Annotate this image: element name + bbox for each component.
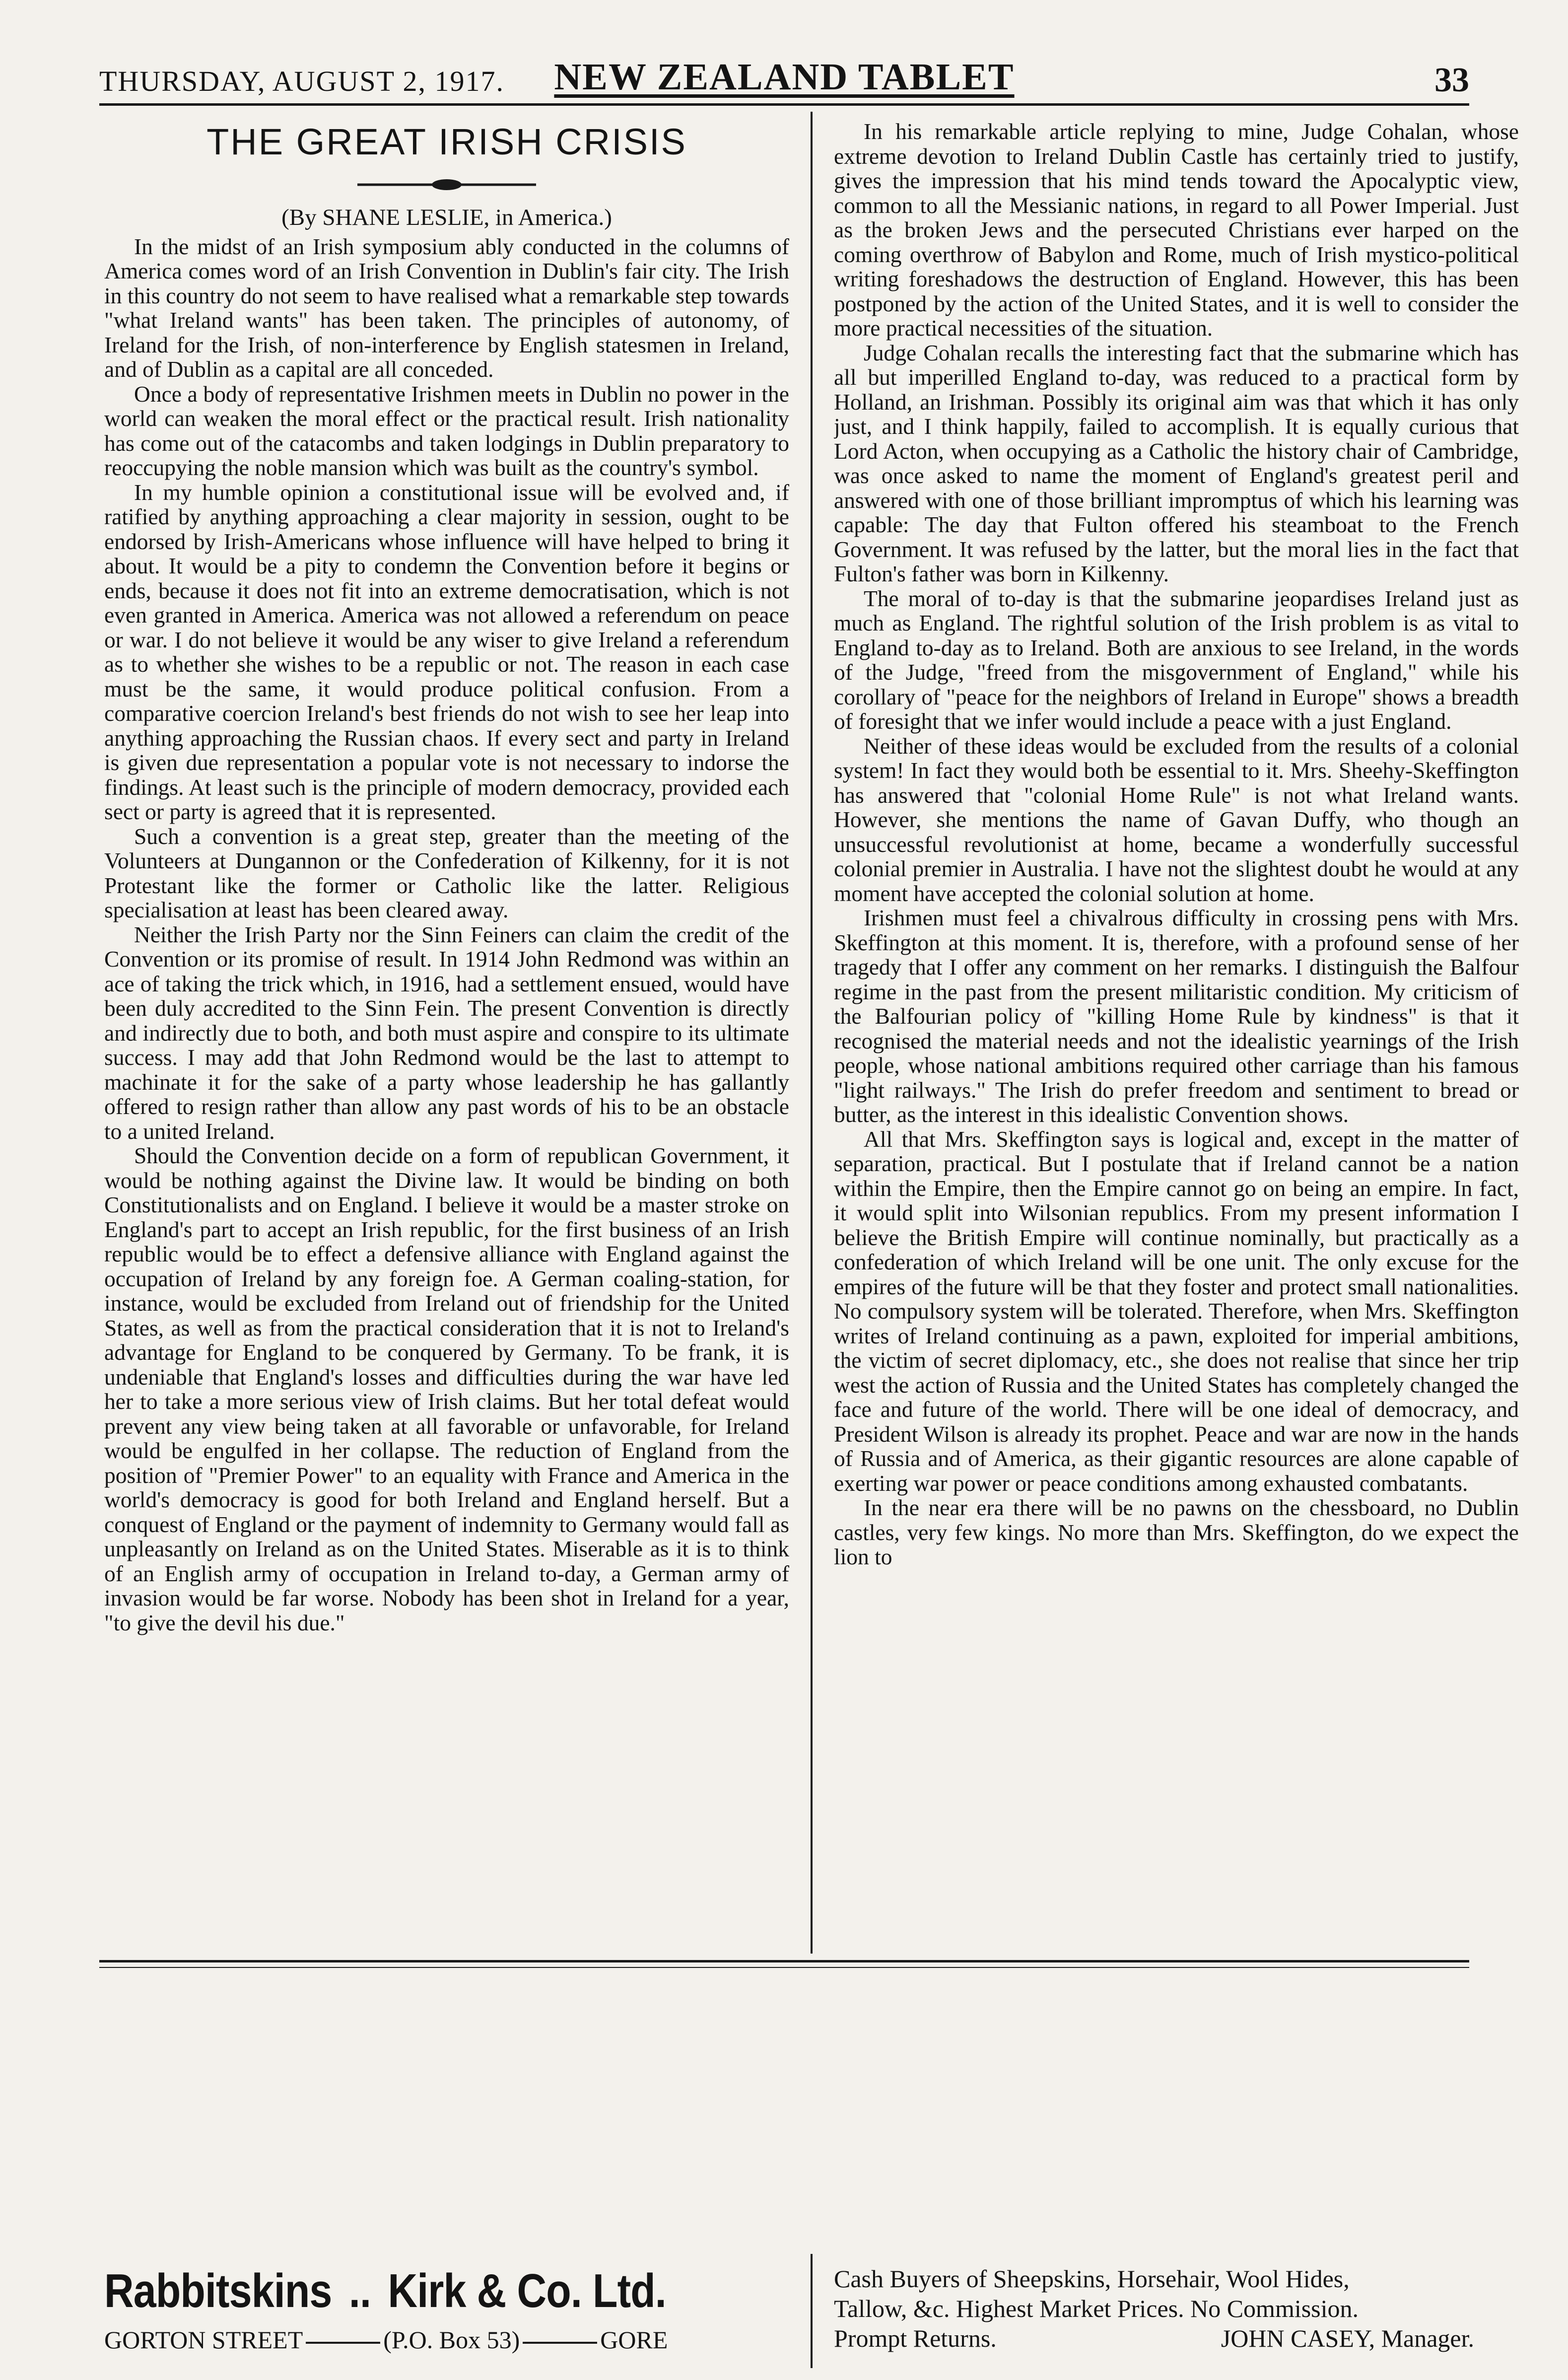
ad-po-box: (P.O. Box 53) [383, 2326, 520, 2354]
left-column [104, 119, 789, 1946]
footer-rule-bottom [99, 1967, 1469, 1968]
article-paragraph: Once a body of representative Irishmen meets in Dublin no power in the world can weaken the moral effect or the practical result. Irish nationality has come out of the catacombs and taken lodgings in Dublin preparatory to reoccupying the noble mansion which was built as the country's symbol. [104, 381, 789, 480]
advertisement [104, 2264, 1474, 2378]
article-paragraph: Such a convention is a great step, greater than the meeting of the Volunteers at Dungannon or the Confederation of Kilkenny, for it is not Protestant like the former or Catholic like the latter. Religious specialisation at least has been cleared away. [104, 823, 789, 922]
article-paragraph: In the midst of an Irish symposium ably conducted in the columns of America comes word of an Irish Convention in Dublin's fair city. The Irish in this country do not seem to have realised what a remarkable step towards "what Ireland wants" has been taken. The principles of autonomy, of Ireland for the Irish, of non-interference by English statesmen in Ireland, and of Dublin as a capital are all conceded. [104, 233, 789, 382]
ad-prompt-returns: Prompt Returns. [834, 2324, 997, 2352]
article-paragraph: The moral of to-day is that the submarine jeopardises Ireland just as much as England. The rightful solution of the Irish problem is as vital to England to-day as to Ireland. Both are anxious to see Ireland, in the words of the Judge, "freed from the misgovernment of England," while his corollary of "peace for the neighbors of Ireland in Europe" shows a breadth of foresight that we infer would include a peace with a just England. [834, 585, 1519, 734]
ad-kirk-co [104, 2264, 799, 2354]
ad-dash [523, 2342, 597, 2344]
column-divider [811, 112, 813, 1954]
title-ornament-rule [104, 174, 789, 194]
issue-date: THURSDAY, AUGUST 2, 1917. [99, 65, 504, 97]
page-number: 33 [1434, 61, 1469, 99]
article-paragraph: Judge Cohalan recalls the interesting fact that the submarine which has all but imperilled England to-day, was reduced to a practical form by Holland, an Irishman. Possibly its original aim was that which it has only just, and I think happily, failed to accomplish. It is equally curious that Lord Acton, when occupying as a Catholic the history chair of Cambridge, was once asked to name the moment of England's greatest peril and answered with one of those brilliant impromptus of which his learning was capable: The day that Fulton offered his steamboat to the French Government. It was refused by the latter, but the moral lies in the fact that Fulton's father was born in Kilkenny. [834, 340, 1519, 586]
left-column-body [104, 234, 789, 1635]
right-column [834, 119, 1519, 1946]
article-paragraph: Neither the Irish Party nor the Sinn Feiners can claim the credit of the Convention or its promise of result. In 1914 John Redmond was within an ace of taking the trick which, in 1916, had a settlement ensued, would have been duly accredited to the Sinn Fein. The present Convention is directly and indirectly due to both, and both must aspire and conspire to its ultimate success. I may add that John Redmond would be the last to attempt to machinate it for the sake of a party whose leadership he has gallantly offered to resign rather than allow any past words of his to be an obstacle to a united Ireland. [104, 921, 789, 1144]
article-paragraph: All that Mrs. Skeffington says is logical and, except in the matter of separation, practical. But I postulate that if Ireland cannot be a nation within the Empire, then the Empire cannot go on being an empire. In fact, it would split into Wilsonian republics. From my present information I believe the British Empire will continue nominally, but practically as a confederation of which Ireland will be one unit. The only excuse for the empires of the future will be that they foster and protect small nationalities. No compulsory system will be tolerated. Therefore, when Mrs. Skeffington writes of Ireland continuing as a pawn, exploited for imperial ambitions, the victim of secret diplomacy, etc., she does not realise that since her trip west the action of Russia and the United States has completely changed the face and future of the world. There will be one ideal of democracy, and President Wilson is already its prophet. Peace and war are now in the hands of Russia and of America, as their gigantic resources are alone capable of exerting war power or peace conditions among exhausted combatants. [834, 1126, 1519, 1496]
article-paragraph: Should the Convention decide on a form of republican Government, it would be nothing against the Divine law. It would be binding on both Constitutionalists and on England. I believe it would be a master stroke on England's part to accept an Irish republic, for the first business of an Irish republic would be to effect a defensive alliance with England against the occupation of Ireland by any foreign foe. A German coaling-station, for instance, would be excluded from Ireland out of friendship for the United States, as well as from the practical consideration that it is not to Ireland's advantage for England to be conquered by Germany. To be frank, it is undeniable that England's losses and difficulties during the war have led her to take a more serious view of Irish claims. But her total defeat would prevent any view being taken at all favorable or unfavorable, for Ireland would be engulfed in her collapse. The reduction of England from the position of "Premier Power" to an equality with France and America in the world's democracy is good for both Ireland and England herself. But a conquest of England or the payment of indemnity to Germany would fall as unpleasantly on Ireland as on the United States. Miserable as it is to think of an English army of occupation in Ireland to-day, a German army of invasion would be far worse. Nobody has been shot in Ireland for a year, "to give the devil his due." [104, 1143, 789, 1635]
publication-title: NEW ZEALAND TABLET [554, 56, 1015, 98]
article-paragraph: Irishmen must feel a chivalrous difficulty in crossing pens with Mrs. Skeffington at this moment. It is, therefore, with a profound sense of her tragedy that I offer any comment on her remarks. I distinguish the Balfour regime in the past from the present militaristic condition. My criticism of the Balfourian policy of "killing Home Rule by kindness" is that it recognised the material needs and not the idealistic yearnings of the Irish people, whose national ambitions required other carriage than his famous "light railways." The Irish do prefer freedom and sentiment to bread or butter, as the interest in this idealistic Convention shows. [834, 905, 1519, 1127]
ad-line-1: Cash Buyers of Sheepskins, Horsehair, Wool Hides, [834, 2265, 1350, 2293]
ad-buyers [834, 2264, 1474, 2353]
ad-brand-separator: .. [348, 2264, 371, 2317]
ad-brand-line [104, 2264, 702, 2318]
article-paragraph: In his remarkable article replying to mine, Judge Cohalan, whose extreme devotion to Ireland Dublin Castle has certainly tried to justify, gives the impression that his mind tends toward the Apocalyptic view, common to all the Messianic nations, in regard to all Power Imperial. Just as the broken Jews and the persecuted Christians ever harped on the coming overthrow of Babylon and Rome, much of Irish mystico-political writing foreshadows the destruction of England. However, this has been postponed by the action of the United States, and it is well to consider the more practical necessities of the situation. [834, 119, 1519, 341]
right-column-body [834, 119, 1519, 1569]
ad-street: GORTON STREET [104, 2326, 303, 2354]
ad-town: GORE [600, 2326, 668, 2354]
ad-address [104, 2325, 799, 2354]
ad-brand-kirk: Kirk & Co. Ltd. [388, 2264, 666, 2317]
ad-brand-rabbitskins: Rabbitskins [104, 2264, 332, 2317]
ad-dash [306, 2342, 380, 2344]
ad-line-2: Tallow, &c. Highest Market Prices. No Commission. [834, 2295, 1359, 2322]
ad-manager: JOHN CASEY, Manager. [1221, 2324, 1474, 2352]
article-paragraph: In the near era there will be no pawns on the chessboard, no Dublin castles, very few kings. No more than Mrs. Skeffington, do we expect the lion to [834, 1495, 1519, 1569]
footer-rule-top [99, 1960, 1469, 1962]
article-paragraph: In my humble opinion a constitutional issue will be evolved and, if ratified by anything approaching a clear majority in session, ought to be endorsed by Irish-Americans whose influence will have helped to bring it about. It would be a pity to condemn the Convention before it begins or ends, because it does not fit into an extreme democratisation, which is not even granted in America. America was not allowed a referendum on peace or war. I do not believe it would be any wiser to give Ireland a referendum as to whether she wishes to be a republic or not. The reason in each case must be the same, it would produce political confusion. From a comparative coercion Ireland's best friends do not wish to see her leap into anything approaching the Russian chaos. If every sect and party in Ireland is given due representation a popular vote is not necessary to indorse the findings. At least such is the principle of modern democracy, provided each sect or party is agreed that it is represented. [104, 479, 789, 824]
article-title: THE GREAT IRISH CRISIS [206, 121, 687, 162]
ad-line-3 [834, 2323, 1474, 2353]
article-byline: (By SHANE LESLIE, in America.) [281, 205, 612, 230]
article-paragraph: Neither of these ideas would be excluded from the results of a colonial system! In fact they would both be essential to it. Mrs. Sheehy-Skeffington has answered that "colonial Home Rule" is not what Ireland wants. However, she mentions the name of Gavan Duffy, who though an unsuccessful revolutionist at home, became a wonderfully successful colonial premier in Australia. I have not the slightest doubt he would at any moment have accepted the colonial solution at home. [834, 733, 1519, 906]
header-rule [99, 103, 1469, 106]
page-header [99, 56, 1469, 100]
